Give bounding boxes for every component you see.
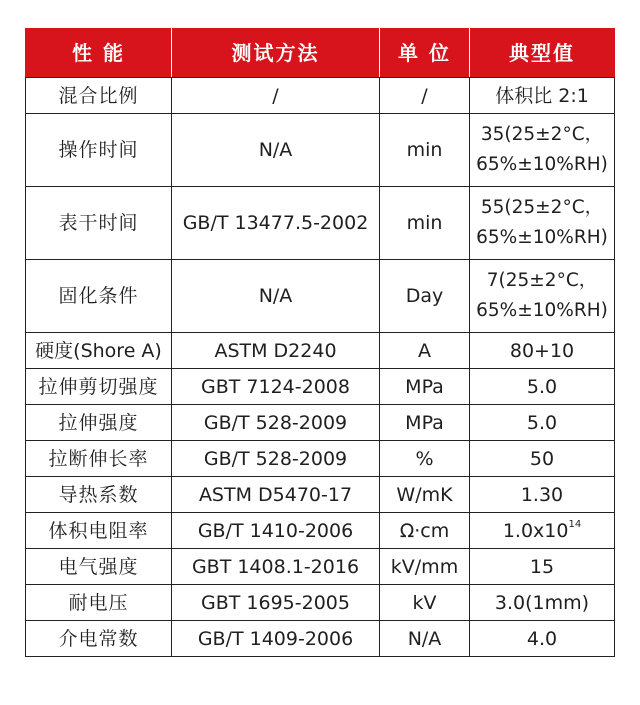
- unit-cell: MPa: [380, 369, 470, 405]
- unit-cell: A: [380, 333, 470, 369]
- value-cell: [470, 260, 615, 333]
- value-cell: 50: [470, 441, 615, 477]
- value-cell: [470, 187, 615, 260]
- method-cell: GBT 7124-2008: [172, 369, 380, 405]
- value-cell: 5.0: [470, 369, 615, 405]
- table-row: [26, 549, 615, 585]
- unit-cell: W/mK: [380, 477, 470, 513]
- value-cell: 15: [470, 549, 615, 585]
- table-row: [26, 114, 615, 187]
- property-cell: 混合比例: [26, 78, 172, 114]
- table-header-row: [26, 28, 615, 78]
- unit-cell: /: [380, 78, 470, 114]
- method-cell: GB/T 528-2009: [172, 441, 380, 477]
- header-unit: 单 位: [380, 28, 470, 78]
- value-exponent: 14: [568, 519, 582, 531]
- property-cell: 体积电阻率: [26, 513, 172, 549]
- properties-table-container: [25, 28, 614, 657]
- property-cell: 耐电压: [26, 585, 172, 621]
- unit-cell: MPa: [380, 405, 470, 441]
- value-cell: [470, 513, 615, 549]
- table-row: [26, 477, 615, 513]
- property-cell: 表干时间: [26, 187, 172, 260]
- table-row: [26, 513, 615, 549]
- unit-cell: kV: [380, 585, 470, 621]
- table-row: [26, 441, 615, 477]
- table-row: [26, 585, 615, 621]
- property-cell: 硬度(Shore A): [26, 333, 172, 369]
- value-cell: 1.30: [470, 477, 615, 513]
- method-cell: GB/T 13477.5-2002: [172, 187, 380, 260]
- value-line-2: 65%±10%RH): [476, 300, 608, 321]
- unit-cell: min: [380, 114, 470, 187]
- property-cell: 拉伸剪切强度: [26, 369, 172, 405]
- value-line-2: 65%±10%RH): [476, 154, 608, 175]
- value-cell: 5.0: [470, 405, 615, 441]
- table-row: [26, 78, 615, 114]
- value-cell: [470, 114, 615, 187]
- method-cell: GB/T 1409-2006: [172, 621, 380, 657]
- property-cell: 导热系数: [26, 477, 172, 513]
- unit-cell: N/A: [380, 621, 470, 657]
- header-typical-value: 典型值: [470, 28, 615, 78]
- method-cell: ASTM D5470-17: [172, 477, 380, 513]
- table-row: [26, 405, 615, 441]
- property-cell: 操作时间: [26, 114, 172, 187]
- property-cell: 拉伸强度: [26, 405, 172, 441]
- table-row: [26, 187, 615, 260]
- property-cell: 拉断伸长率: [26, 441, 172, 477]
- value-line-1: 55(25±2°C，: [480, 197, 604, 218]
- unit-cell: Ω·cm: [380, 513, 470, 549]
- method-cell: ASTM D2240: [172, 333, 380, 369]
- method-cell: N/A: [172, 114, 380, 187]
- table-row: [26, 260, 615, 333]
- property-cell: 固化条件: [26, 260, 172, 333]
- properties-table: [25, 28, 615, 657]
- value-cell: 4.0: [470, 621, 615, 657]
- unit-cell: kV/mm: [380, 549, 470, 585]
- value-cell: 体积比 2:1: [470, 78, 615, 114]
- table-row: [26, 621, 615, 657]
- method-cell: GBT 1695-2005: [172, 585, 380, 621]
- value-cell: 80+10: [470, 333, 615, 369]
- table-row: [26, 333, 615, 369]
- table-row: [26, 369, 615, 405]
- method-cell: N/A: [172, 260, 380, 333]
- property-cell: 介电常数: [26, 621, 172, 657]
- method-cell: GB/T 528-2009: [172, 405, 380, 441]
- method-cell: /: [172, 78, 380, 114]
- method-cell: GB/T 1410-2006: [172, 513, 380, 549]
- value-line-1: 7(25±2°C，: [486, 270, 598, 291]
- unit-cell: min: [380, 187, 470, 260]
- header-property: 性 能: [26, 28, 172, 78]
- header-test-method: 测试方法: [172, 28, 380, 78]
- unit-cell: %: [380, 441, 470, 477]
- unit-cell: Day: [380, 260, 470, 333]
- value-line-2: 65%±10%RH): [476, 227, 608, 248]
- method-cell: GBT 1408.1-2016: [172, 549, 380, 585]
- value-line-1: 35(25±2°C，: [480, 124, 604, 145]
- value-cell: 3.0(1mm): [470, 585, 615, 621]
- value-base: 1.0x10: [502, 519, 569, 542]
- property-cell: 电气强度: [26, 549, 172, 585]
